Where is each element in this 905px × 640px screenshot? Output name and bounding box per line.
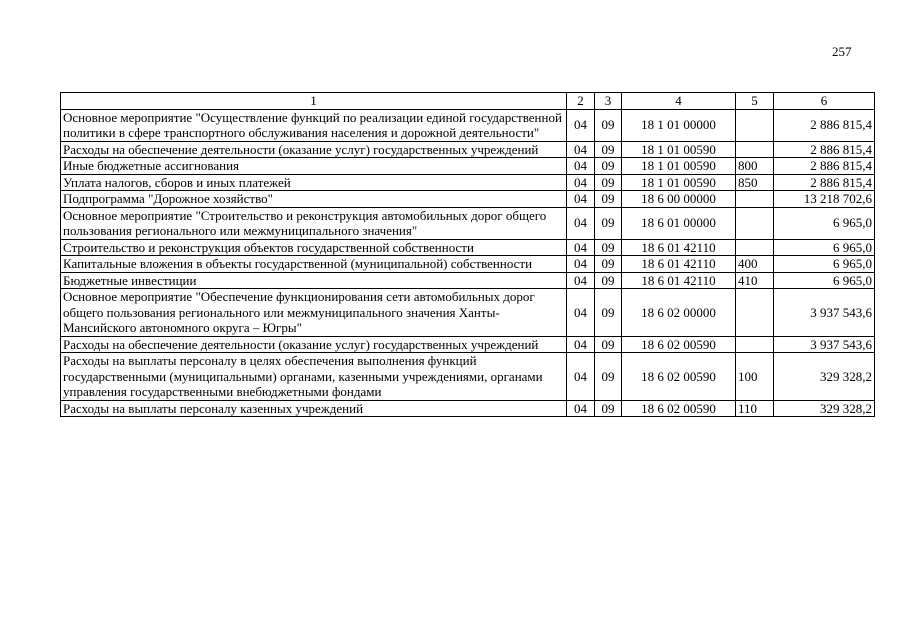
row-name-cell: Иные бюджетные ассигнования	[61, 158, 567, 175]
row-section-cell: 04	[567, 289, 595, 337]
row-amount-cell: 3 937 543,6	[774, 289, 875, 337]
row-name-cell: Подпрограмма "Дорожное хозяйство"	[61, 191, 567, 208]
row-name-cell: Расходы на обеспечение деятельности (оказание услуг) государственных учреждений	[61, 141, 567, 158]
row-section-cell: 04	[567, 353, 595, 401]
row-expense-type-cell	[736, 207, 774, 239]
row-expense-type-cell	[736, 141, 774, 158]
table-row	[61, 109, 875, 141]
row-name-cell: Основное мероприятие "Обеспечение функционирования сети автомобильных дорог общего пользования регионального или межмуниципального значения Ханты-Мансийского автономного округа – Югры"	[61, 289, 567, 337]
row-section-cell: 04	[567, 256, 595, 273]
row-expense-type-cell: 850	[736, 174, 774, 191]
header-col-1: 1	[61, 93, 567, 110]
table-row	[61, 207, 875, 239]
row-amount-cell: 2 886 815,4	[774, 141, 875, 158]
row-subsection-cell: 09	[595, 256, 622, 273]
header-col-3: 3	[595, 93, 622, 110]
row-target-article-cell: 18 6 02 00590	[622, 353, 736, 401]
table-row	[61, 400, 875, 417]
header-col-5: 5	[736, 93, 774, 110]
row-subsection-cell: 09	[595, 353, 622, 401]
row-name-cell: Расходы на обеспечение деятельности (оказание услуг) государственных учреждений	[61, 336, 567, 353]
table-row	[61, 191, 875, 208]
header-col-4: 4	[622, 93, 736, 110]
row-amount-cell: 6 965,0	[774, 207, 875, 239]
row-amount-cell: 3 937 543,6	[774, 336, 875, 353]
row-section-cell: 04	[567, 400, 595, 417]
row-amount-cell: 6 965,0	[774, 256, 875, 273]
header-row	[61, 93, 875, 110]
row-name-cell: Основное мероприятие "Строительство и реконструкция автомобильных дорог общего пользования регионального или межмуниципального значения"	[61, 207, 567, 239]
table-row	[61, 174, 875, 191]
row-subsection-cell: 09	[595, 109, 622, 141]
row-target-article-cell: 18 6 00 00000	[622, 191, 736, 208]
row-subsection-cell: 09	[595, 207, 622, 239]
row-target-article-cell: 18 1 01 00590	[622, 141, 736, 158]
table-row	[61, 256, 875, 273]
table-row	[61, 289, 875, 337]
row-name-cell: Бюджетные инвестиции	[61, 272, 567, 289]
row-name-cell: Основное мероприятие "Осуществление функций по реализации единой государственной политики в сфере транспортного обслуживания населения и дорожной деятельности"	[61, 109, 567, 141]
header-col-2: 2	[567, 93, 595, 110]
row-name-cell: Строительство и реконструкция объектов государственной собственности	[61, 239, 567, 256]
row-expense-type-cell: 110	[736, 400, 774, 417]
row-section-cell: 04	[567, 336, 595, 353]
budget-table	[60, 92, 875, 417]
row-expense-type-cell: 410	[736, 272, 774, 289]
table-row	[61, 336, 875, 353]
row-name-cell: Расходы на выплаты персоналу в целях обеспечения выполнения функций государственными (муниципальными) органами, казенными учреждениями, органами управления государственными внебюджетными фондами	[61, 353, 567, 401]
row-amount-cell: 2 886 815,4	[774, 158, 875, 175]
row-section-cell: 04	[567, 191, 595, 208]
row-section-cell: 04	[567, 174, 595, 191]
row-section-cell: 04	[567, 141, 595, 158]
row-section-cell: 04	[567, 272, 595, 289]
row-subsection-cell: 09	[595, 174, 622, 191]
table-row	[61, 272, 875, 289]
row-target-article-cell: 18 1 01 00590	[622, 158, 736, 175]
row-section-cell: 04	[567, 207, 595, 239]
row-expense-type-cell: 400	[736, 256, 774, 273]
row-amount-cell: 6 965,0	[774, 239, 875, 256]
row-section-cell: 04	[567, 109, 595, 141]
row-target-article-cell: 18 6 01 42110	[622, 272, 736, 289]
row-subsection-cell: 09	[595, 400, 622, 417]
row-section-cell: 04	[567, 239, 595, 256]
row-name-cell: Уплата налогов, сборов и иных платежей	[61, 174, 567, 191]
table-row	[61, 239, 875, 256]
row-amount-cell: 13 218 702,6	[774, 191, 875, 208]
row-name-cell: Расходы на выплаты персоналу казенных учреждений	[61, 400, 567, 417]
row-expense-type-cell: 100	[736, 353, 774, 401]
row-subsection-cell: 09	[595, 239, 622, 256]
row-amount-cell: 329 328,2	[774, 400, 875, 417]
row-expense-type-cell	[736, 191, 774, 208]
row-expense-type-cell	[736, 109, 774, 141]
row-subsection-cell: 09	[595, 141, 622, 158]
row-target-article-cell: 18 6 02 00590	[622, 336, 736, 353]
row-amount-cell: 6 965,0	[774, 272, 875, 289]
table-row	[61, 353, 875, 401]
row-section-cell: 04	[567, 158, 595, 175]
row-expense-type-cell	[736, 239, 774, 256]
row-subsection-cell: 09	[595, 158, 622, 175]
row-target-article-cell: 18 6 01 00000	[622, 207, 736, 239]
header-col-6: 6	[774, 93, 875, 110]
row-subsection-cell: 09	[595, 336, 622, 353]
row-target-article-cell: 18 6 01 42110	[622, 256, 736, 273]
row-target-article-cell: 18 6 02 00590	[622, 400, 736, 417]
row-target-article-cell: 18 1 01 00590	[622, 174, 736, 191]
table-row	[61, 141, 875, 158]
row-subsection-cell: 09	[595, 289, 622, 337]
row-amount-cell: 2 886 815,4	[774, 109, 875, 141]
row-expense-type-cell	[736, 336, 774, 353]
row-subsection-cell: 09	[595, 191, 622, 208]
row-target-article-cell: 18 6 01 42110	[622, 239, 736, 256]
page-number: 257	[832, 44, 852, 59]
row-expense-type-cell	[736, 289, 774, 337]
row-subsection-cell: 09	[595, 272, 622, 289]
row-expense-type-cell: 800	[736, 158, 774, 175]
row-amount-cell: 2 886 815,4	[774, 174, 875, 191]
row-amount-cell: 329 328,2	[774, 353, 875, 401]
row-name-cell: Капитальные вложения в объекты государственной (муниципальной) собственности	[61, 256, 567, 273]
row-target-article-cell: 18 1 01 00000	[622, 109, 736, 141]
table-row	[61, 158, 875, 175]
row-target-article-cell: 18 6 02 00000	[622, 289, 736, 337]
